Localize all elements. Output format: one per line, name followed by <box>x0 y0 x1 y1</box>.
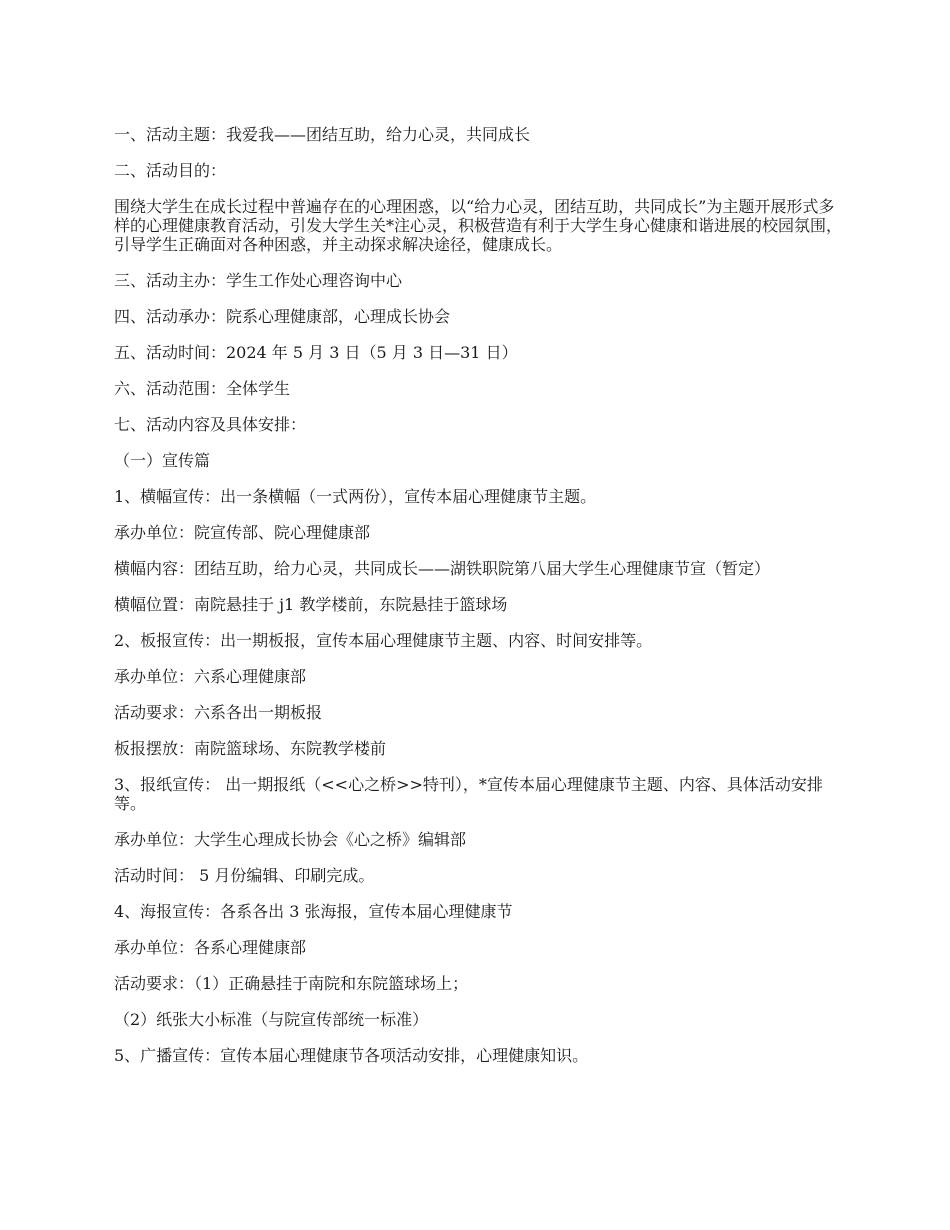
heading-purpose: 二、活动目的： <box>114 161 227 180</box>
poster-unit: 承办单位：各系心理健康部 <box>114 938 307 957</box>
banner-unit: 承办单位：院宣传部、院心理健康部 <box>114 523 371 542</box>
heading-organizer: 三、活动主办：学生工作处心理咨询中心 <box>114 271 403 290</box>
banner-content: 横幅内容：团结互助，给力心灵，共同成长——湖铁职院第八届大学生心理健康节宣（暂定） <box>114 559 771 578</box>
item-broadcast: 5、广播宣传：宣传本届心理健康节各项活动安排，心理健康知识。 <box>114 1046 589 1065</box>
blackboard-unit: 承办单位：六系心理健康部 <box>114 667 307 686</box>
heading-co-organizer: 四、活动承办：院系心理健康部，心理成长协会 <box>114 307 451 326</box>
section-publicity: （一）宣传篇 <box>114 451 211 470</box>
item-newspaper: 3、报纸宣传： 出一期报纸（<<心之桥>>特刊），*宣传本届心理健康节主题、内容、具体活动安排等。 <box>114 775 823 813</box>
item-blackboard: 2、板报宣传：出一期板报，宣传本届心理健康节主题、内容、时间安排等。 <box>114 631 653 650</box>
heading-theme: 一、活动主题：我爱我——团结互助，给力心灵，共同成长 <box>114 125 531 144</box>
poster-requirement-2: （2）纸张大小标准（与院宣传部统一标准） <box>114 1010 429 1029</box>
newspaper-unit: 承办单位：大学生心理成长协会《心之桥》编辑部 <box>114 830 467 849</box>
blackboard-placement: 板报摆放：南院篮球场、东院教学楼前 <box>114 739 387 758</box>
purpose-text: 围绕大学生在成长过程中普遍存在的心理困惑，以“给力心灵，团结互助，共同成长”为主题开展形式多样的心理健康教育活动，引发大学生关*注心灵，积极营造有利于大学生身心健康和谐进展的校园氛围，引导学生正确面对各种困惑，并主动探求解决途径，健康成长。 <box>114 197 843 254</box>
heading-content: 七、活动内容及具体安排： <box>114 415 307 434</box>
item-banner: 1、横幅宣传：出一条横幅（一式两份），宣传本届心理健康节主题。 <box>114 487 597 506</box>
poster-requirement-1: 活动要求：（1）正确悬挂于南院和东院篮球场上； <box>114 974 469 993</box>
blackboard-requirement: 活动要求：六系各出一期板报 <box>114 703 323 722</box>
heading-scope: 六、活动范围：全体学生 <box>114 379 291 398</box>
newspaper-time: 活动时间： 5 月份编辑、印刷完成。 <box>114 866 375 885</box>
heading-time: 五、活动时间：2024 年 5 月 3 日（5 月 3 日—31 日） <box>114 343 518 362</box>
document-body <box>114 125 842 1082</box>
item-poster: 4、海报宣传：各系各出 3 张海报，宣传本届心理健康节 <box>114 902 513 921</box>
banner-location: 横幅位置：南院悬挂于 j1 教学楼前，东院悬挂于篮球场 <box>114 595 508 614</box>
